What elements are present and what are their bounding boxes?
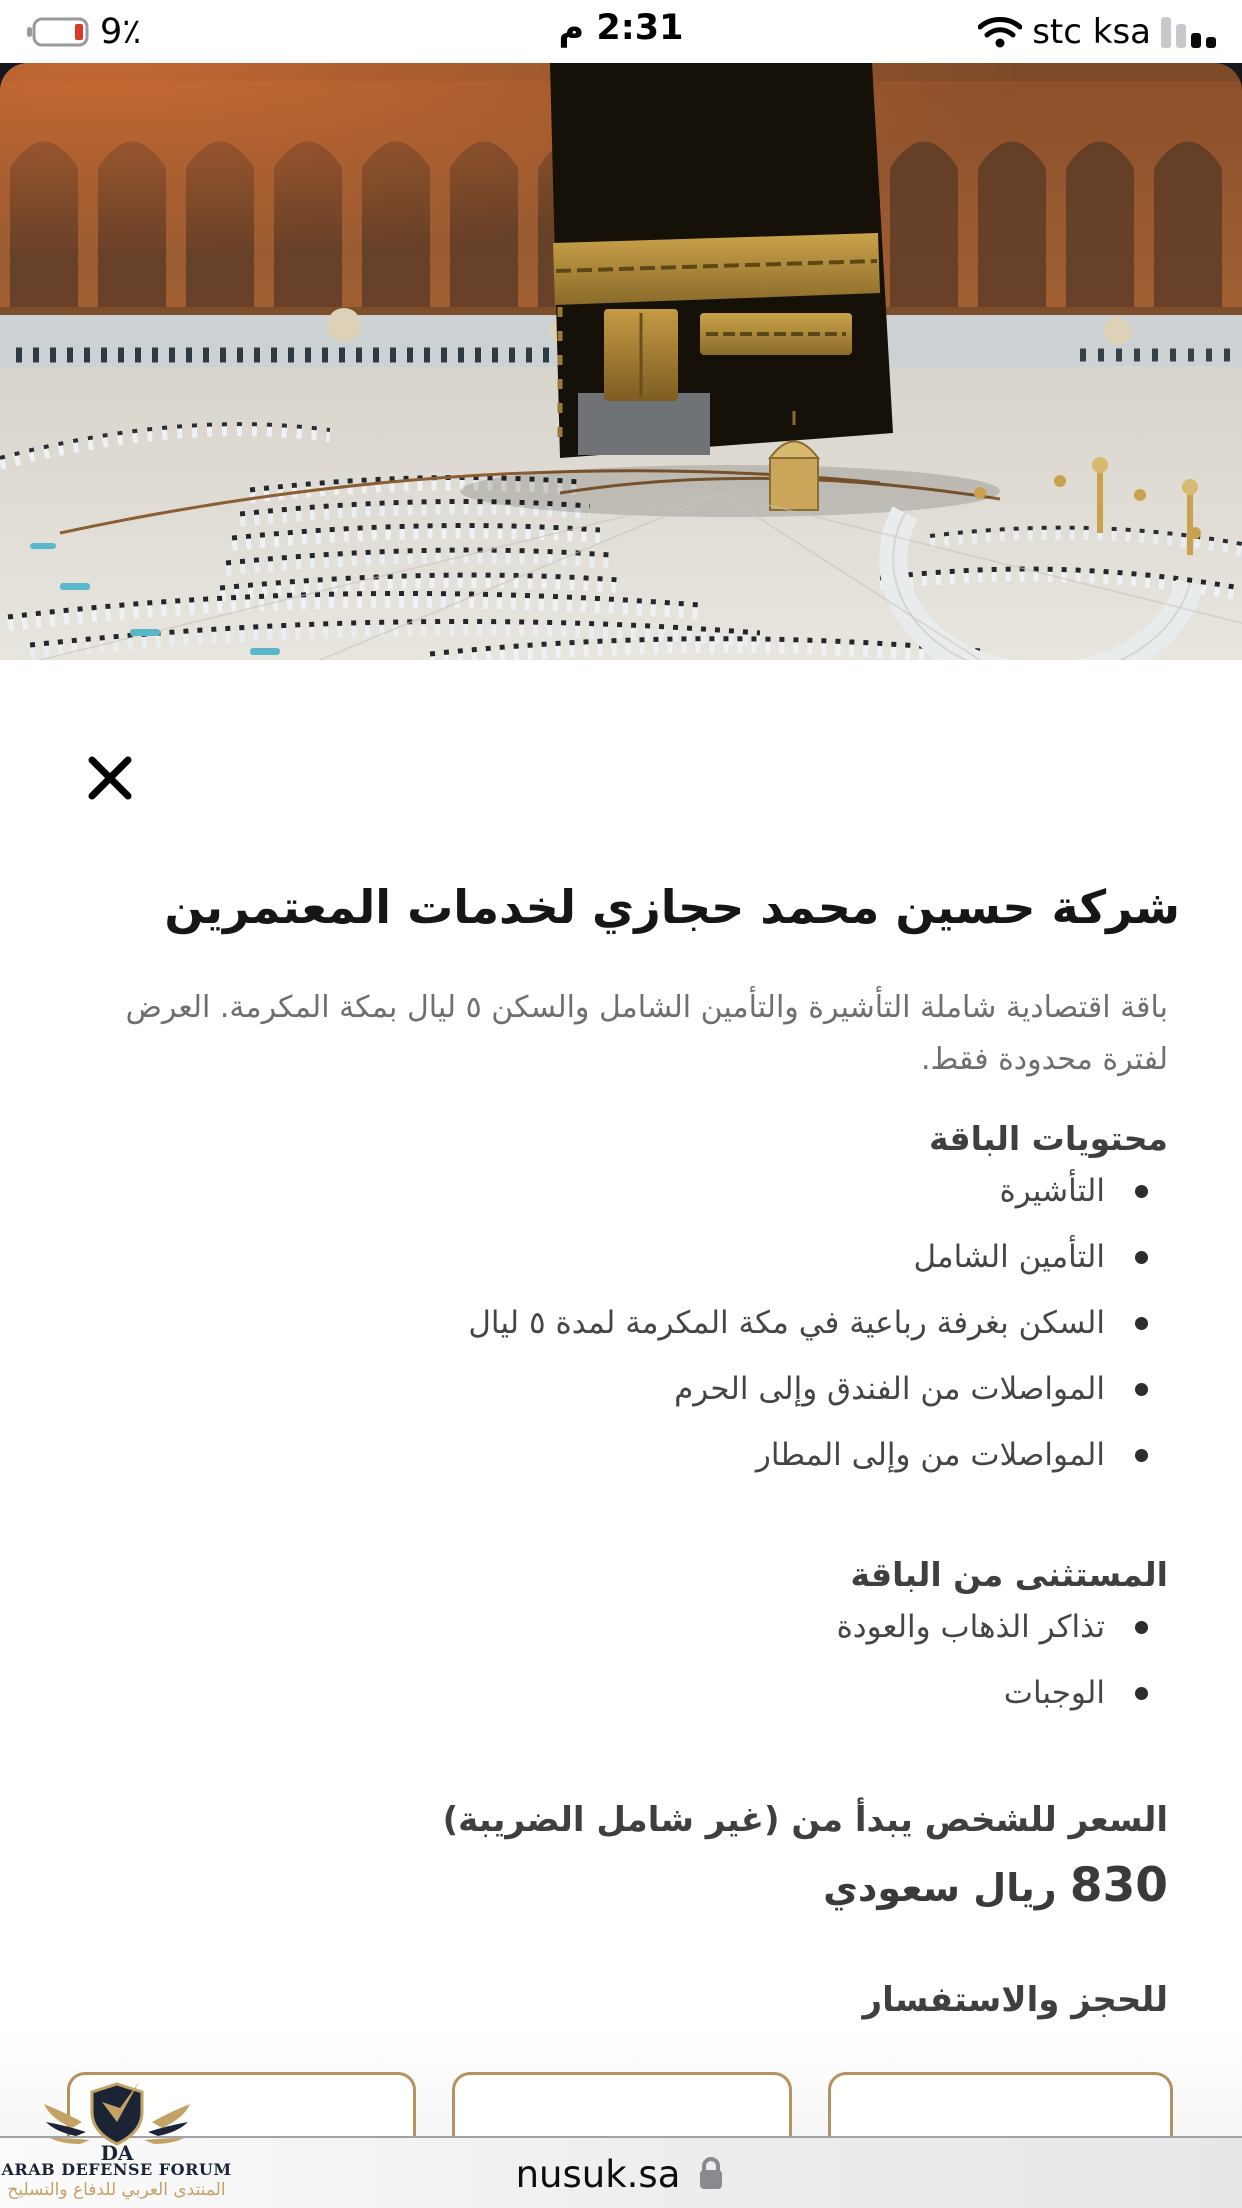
package-contents-list xyxy=(74,1158,1148,1488)
bullet-icon xyxy=(1135,1317,1148,1330)
price-number: 830 xyxy=(1069,1858,1168,1913)
page-title: شركة حسين محمد حجازي لخدمات المعتمرين xyxy=(164,879,1180,934)
list-item xyxy=(74,1660,1148,1726)
carrier-label: stc ksa xyxy=(1032,11,1151,52)
lock-icon xyxy=(696,2155,726,2193)
watermark-arabic-name: المنتدى العربي للدفاع والتسليح xyxy=(7,2180,226,2200)
list-item-label: الوجبات xyxy=(1003,1675,1105,1711)
details-sheet xyxy=(0,660,1242,2208)
battery-icon xyxy=(26,16,90,48)
close-button[interactable] xyxy=(84,752,136,804)
booking-heading: للحجز والاستفسار xyxy=(862,1980,1168,2020)
status-bar xyxy=(0,0,1242,63)
package-description: باقة اقتصادية شاملة التأشيرة والتأمين الشامل والسكن ٥ ليال بمكة المكرمة. العرض لفترة محدودة فقط. xyxy=(125,990,1168,1077)
list-item xyxy=(74,1594,1148,1660)
battery-percent: 9٪ xyxy=(100,11,142,52)
list-item-label: المواصلات من الفندق وإلى الحرم xyxy=(674,1371,1105,1407)
url-text: nusuk.sa xyxy=(515,2152,681,2196)
price-label: السعر للشخص يبدأ من (غير شامل الضريبة) xyxy=(442,1800,1168,1840)
cellular-signal-icon xyxy=(1161,16,1216,48)
wifi-icon xyxy=(978,16,1022,48)
list-item xyxy=(74,1356,1148,1422)
list-item xyxy=(74,1290,1148,1356)
shield-wings-icon xyxy=(42,2082,192,2166)
list-item-label: التأشيرة xyxy=(999,1173,1105,1209)
section-heading-contents: محتويات الباقة xyxy=(929,1119,1168,1159)
close-icon xyxy=(84,752,136,804)
status-left xyxy=(26,12,141,52)
bullet-icon xyxy=(1135,1449,1148,1462)
price-currency: ريال سعودي xyxy=(823,1866,1057,1910)
svg-text:DA: DA xyxy=(100,2141,133,2165)
list-item xyxy=(74,1158,1148,1224)
bullet-icon xyxy=(1135,1251,1148,1264)
list-item-label: التأمين الشامل xyxy=(913,1239,1105,1275)
bullet-icon xyxy=(1135,1687,1148,1700)
status-time: 2:31 م xyxy=(558,8,684,48)
list-item xyxy=(74,1224,1148,1290)
package-excluded-list xyxy=(74,1594,1148,1726)
list-item-label: المواصلات من وإلى المطار xyxy=(755,1437,1105,1473)
bullet-icon xyxy=(1135,1383,1148,1396)
price-value xyxy=(74,1858,1168,1913)
hero-photo xyxy=(0,63,1242,660)
bullet-icon xyxy=(1135,1621,1148,1634)
status-right xyxy=(978,12,1216,52)
section-heading-excluded: المستثنى من الباقة xyxy=(850,1555,1168,1595)
list-item xyxy=(74,1422,1148,1488)
list-item-label: السكن بغرفة رباعية في مكة المكرمة لمدة ٥ ليال xyxy=(468,1305,1105,1341)
list-item-label: تذاكر الذهاب والعودة xyxy=(836,1609,1105,1645)
watermark-name: ARAB DEFENSE FORUM xyxy=(1,2160,232,2179)
watermark-logo xyxy=(1,2082,232,2208)
bullet-icon xyxy=(1135,1185,1148,1198)
kaaba-scene-illustration xyxy=(0,63,1242,660)
